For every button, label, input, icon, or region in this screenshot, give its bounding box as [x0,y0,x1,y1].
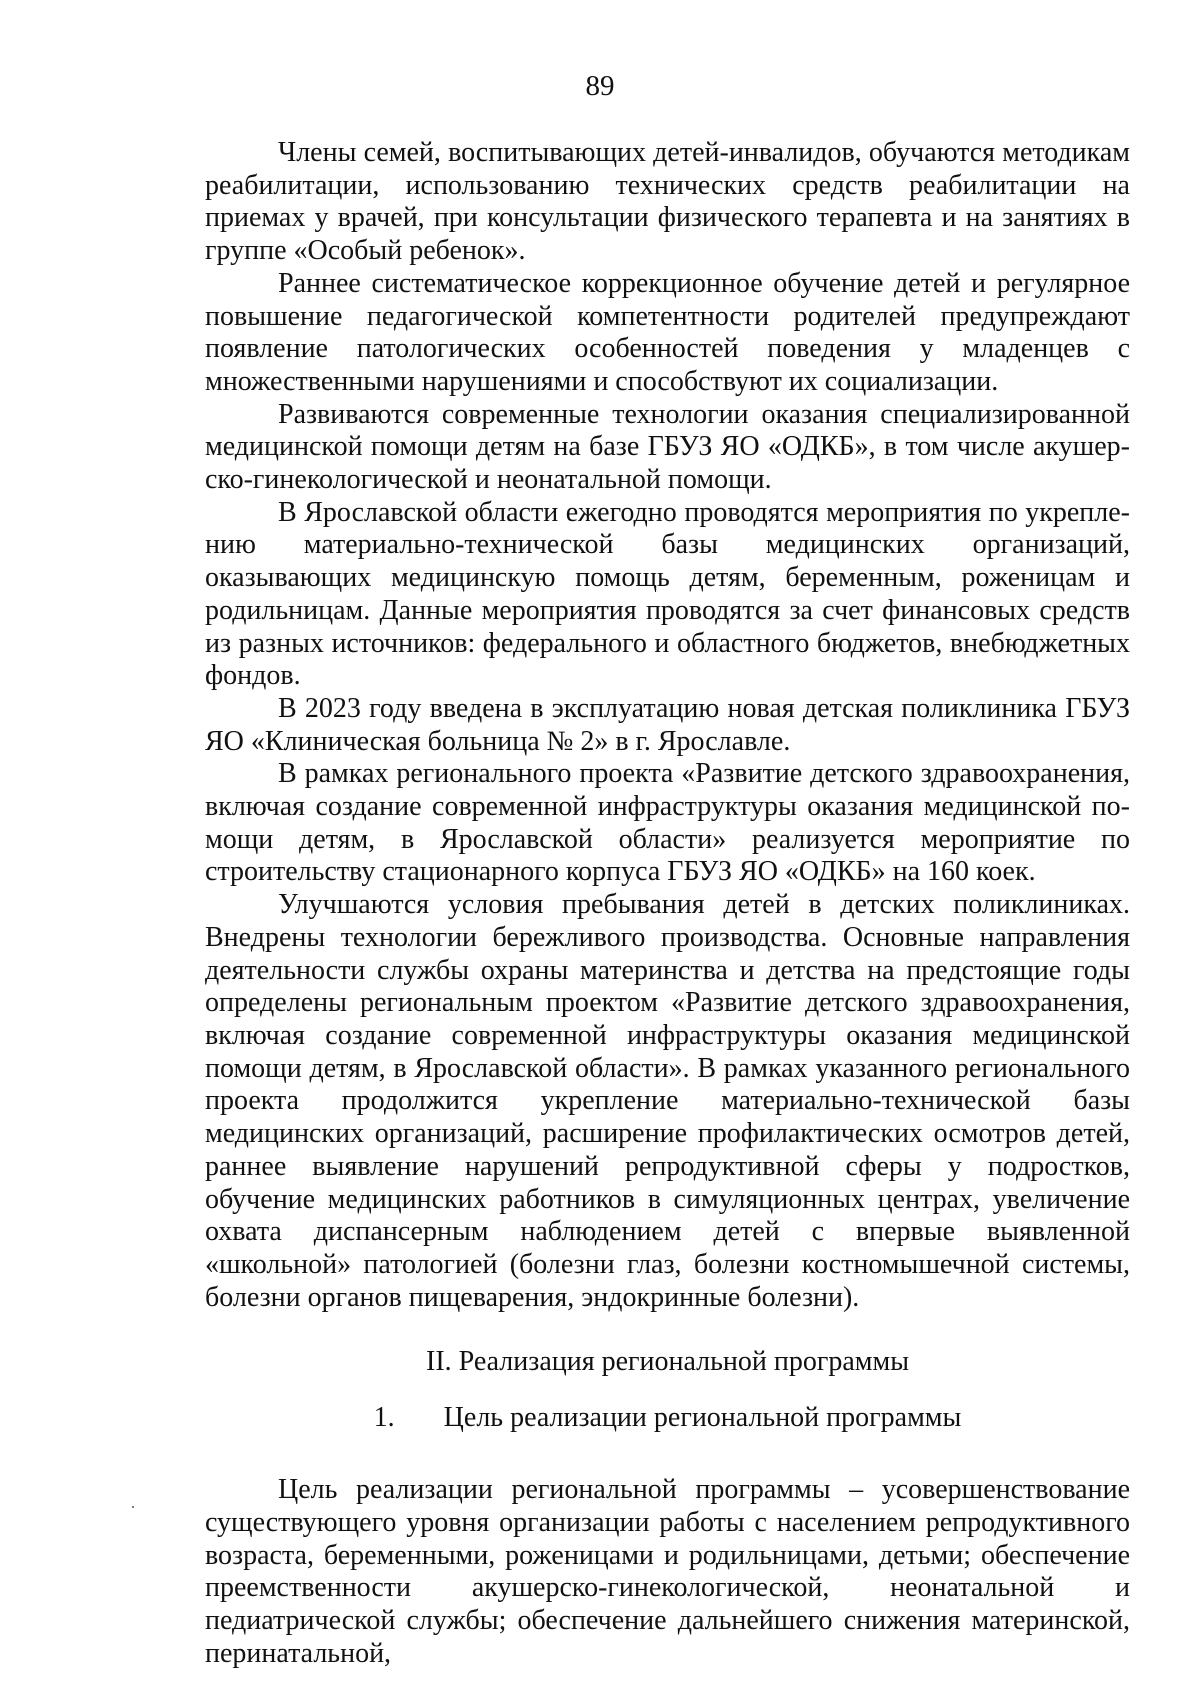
paragraph-material-base: В Ярославской области ежегодно проводятся мероприятия по укреплению материально-технической базы медицинских организаций, оказывающих медицинскую помощь детям, беременным, роженицам и родильницам. Данные мероприятия проводятся за счет финансовых средств из разных источников: федерального и областного бюджетов, внебюджетных фондов. [205,496,1130,692]
body-text [205,137,1130,1671]
subsection-title: Цель реализации региональной программы [443,1402,962,1434]
paragraph-family-rehabilitation: Члены семей, воспитывающих детей-инвалидов, обучаются методикам реабилитации, использованию технических средств реабилитации на приемах у врачей, при консультации физического терапевта и на занятиях в группе «Особый ребенок». [205,137,1130,267]
paragraph-early-correction: Раннее систематическое коррекционное обучение детей и регулярное повышение педагогической компетентности родителей предупреждают появление патологических особенностей поведения у младенцев с множественными нарушениями и способствуют их социализации. [205,267,1130,397]
paragraph-regional-project: В рамках регионального проекта «Развитие детского здравоохранения, включая создание современной инфраструктуры оказания медицинской помощи детям, в Ярославской области» реализуется мероприятие по строительству стационарного корпуса ГБУЗ ЯО «ОДКБ» на 160 коек. [205,758,1130,888]
page-number: 89 [585,70,615,102]
paragraph-program-goal: Цель реализации региональной программы – усовершенствование существующего уровня организации работы с населением репродуктивного возраста, беременными, роженицами и родильницами, детьми; обеспечение преемственности акушерско-гинекологической, неонатальной и педиатрической службы; обеспечение дальнейшего снижения материнской, перинатальной, [205,1474,1130,1669]
paragraph-conditions-improvement: Улучшаются условия пребывания детей в детских поликлиниках. Внедрены технологии бережливого производства. Основные направления деятельности службы охраны материнства и детства на предстоящие годы определены региональным проектом «Развитие детского здравоохранения, включая создание современной инфраструктуры оказания медицинской помощи детям, в Ярославской области». В рамках указанного регионального проекта продолжится укрепление материально-технической базы медицинских организаций, расширение профилактических осмотров детей, раннее выявление нарушений репродуктивной сферы у подростков, обучение медицинских работников в симуляционных центрах, увеличение охвата диспансерным наблюдением детей с впервые выявленной «школьной» патологией (болезни глаз, болезни костномышечной системы, болезни органов пищеварения, эндокринные болезни). [205,889,1130,1313]
subsection-heading [205,1402,1130,1434]
subsection-number: 1. [373,1402,395,1434]
paragraph-new-polyclinic: В 2023 году введена в эксплуатацию новая детская поликлиника ГБУЗ ЯО «Клиническая больница № 2» в г. Ярославле. [205,692,1130,757]
section-heading: II. Реализация региональной программы [426,1346,909,1378]
paragraph-specialized-care: Развиваются современные технологии оказания специализированной медицинской помощи детям на базе ГБУЗ ЯО «ОДКБ», в том числе акушерско-гинекологической и неонатальной помощи. [205,398,1130,496]
scan-speck [132,1506,134,1508]
